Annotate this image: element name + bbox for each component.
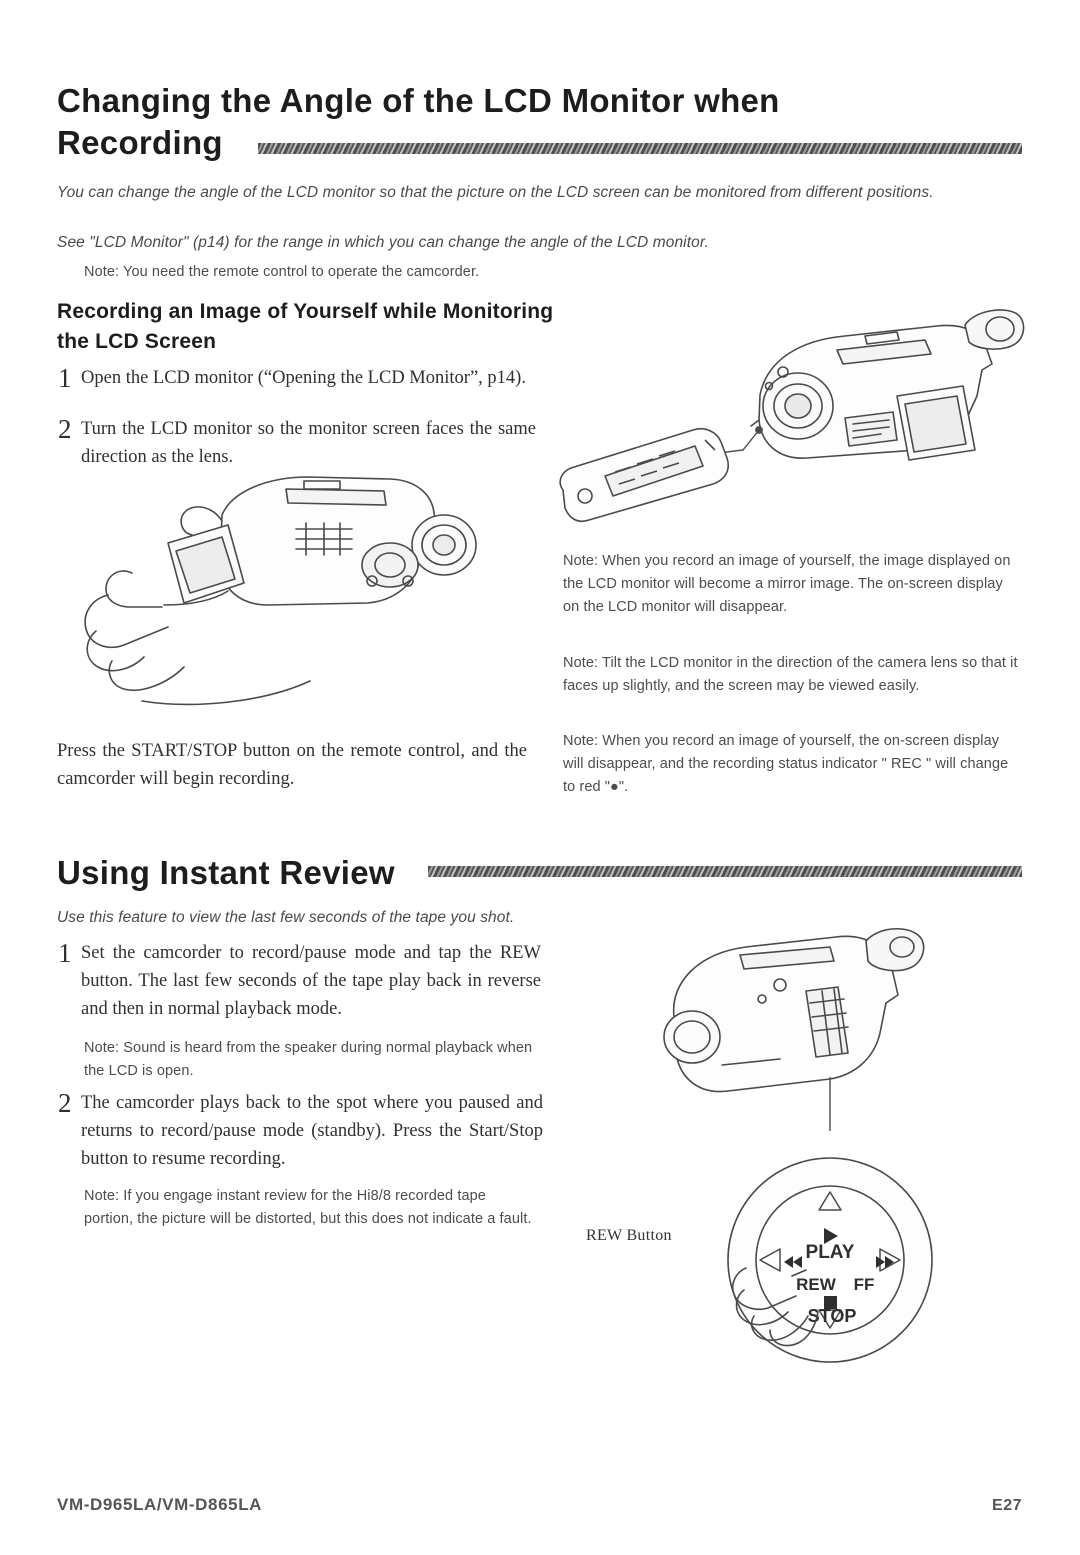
section1-closing-text: Press the START/STOP button on the remote control, and the camcorder will begin recording. (57, 741, 527, 789)
section2-intro: Use this feature to view the last few seconds of the tape you shot. (57, 909, 515, 926)
section1-step2-text: Turn the LCD monitor so the monitor screen faces the same direction as the lens. (81, 419, 536, 467)
camcorder-with-remote-illustration (545, 300, 1025, 550)
section2-step1-text: Set the camcorder to record/pause mode and tap the REW button. The last few seconds of the tape play back in reverse and then in normal playback mode. (81, 943, 541, 1019)
footer-page-number: E27 (992, 1497, 1022, 1514)
section1-step1-text: Open the LCD monitor (“Opening the LCD Monitor”, p14). (81, 368, 526, 388)
svg-text:REW: REW (796, 1275, 836, 1294)
control-dial-illustration (700, 1130, 960, 1380)
section1-step1-number: 1 (58, 363, 72, 393)
section1-title: Changing the Angle of the LCD Monitor when Recording (57, 82, 780, 162)
section1-note3: Note: When you record an image of yourself, the on-screen display will disappear, and the recording status indicator " REC " will change to red "●". (563, 733, 1009, 795)
section2-title: Using Instant Review (57, 854, 395, 891)
svg-text:STOP: STOP (807, 1306, 857, 1326)
footer-model: VM-D965LA/VM-D865LA (57, 1495, 263, 1514)
section2-step2-text: The camcorder plays back to the spot where you paused and returns to record/pause mode (standby). Press the Start/Stop button to resume recording. (81, 1093, 543, 1169)
section1-subheading: Recording an Image of Yourself while Monitoring the LCD Screen (57, 300, 554, 353)
svg-text:PLAY: PLAY (805, 1242, 855, 1263)
section1-title-rule (258, 143, 1022, 154)
svg-text:FF: FF (853, 1275, 875, 1294)
section1-intro-line2: See "LCD Monitor" (p14) for the range in which you can change the angle of the LCD monitor. (57, 234, 709, 251)
section1-note-remote: Note: You need the remote control to operate the camcorder. (84, 264, 480, 280)
section2-step2-note: Note: If you engage instant review for the Hi8/8 recorded tape portion, the picture will be distorted, but this does not indicate a fault. (84, 1188, 532, 1227)
section1-note1: Note: When you record an image of yourself, the image displayed on the LCD monitor will become a mirror image. The on-screen display on the LCD monitor will disappear. (563, 553, 1011, 615)
section2-step1-number: 1 (58, 938, 72, 968)
camcorder-rear-illustration (630, 925, 930, 1165)
section1-intro-line1: You can change the angle of the LCD monitor so that the picture on the LCD screen can be monitored from different positions. (57, 184, 934, 201)
section1-note2: Note: Tilt the LCD monitor in the direction of the camera lens so that it faces up slightly, and the screen may be viewed easily. (563, 655, 1018, 694)
section2-step2-number: 2 (58, 1088, 72, 1118)
rew-button-label: REW Button (586, 1227, 672, 1244)
section1-step2-number: 2 (58, 414, 72, 444)
section2-title-rule (428, 866, 1022, 877)
hand-holding-camcorder-illustration (72, 455, 492, 725)
section2-step1-note: Note: Sound is heard from the speaker during normal playback when the LCD is open. (84, 1040, 533, 1079)
